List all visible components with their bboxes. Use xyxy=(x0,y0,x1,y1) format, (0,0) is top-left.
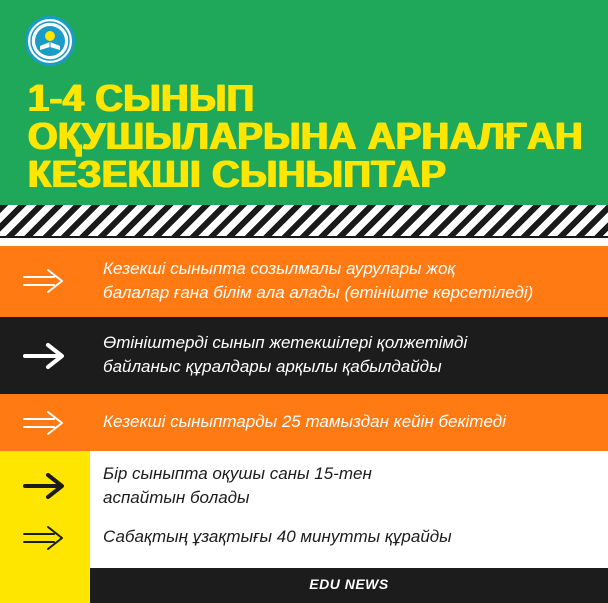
item-text: аспайтын болады xyxy=(103,488,250,507)
list-item xyxy=(0,451,608,521)
list-item xyxy=(0,246,608,317)
hazard-stripe-divider xyxy=(0,205,608,238)
footer-bar xyxy=(90,568,608,603)
arrow-right-icon xyxy=(22,410,66,436)
item-text: Кезекші сыныптарды 25 тамыздан кейін бекітеді xyxy=(103,412,506,431)
item-text: Сабақтың ұзақтығы 40 минутты құрайды xyxy=(103,527,452,546)
header-banner xyxy=(0,0,608,205)
item-text: Кезекші сыныпта созылмалы аурулары жоқ xyxy=(103,259,456,278)
arrow-right-icon xyxy=(22,473,66,499)
title-line-3: КЕЗЕКШІ СЫНЫПТАР xyxy=(28,154,447,196)
title-line-1: 1-4 СЫНЫП xyxy=(28,78,255,120)
item-text: балалар ғана білім ала алады (өтініште көрсетіледі) xyxy=(103,283,534,302)
item-text: Бір сыныпта оқушы саны 15-тен xyxy=(103,464,372,483)
arrow-right-icon xyxy=(22,268,66,294)
arrow-right-icon xyxy=(22,525,66,551)
title-line-2: ОҚУШЫЛАРЫНА АРНАЛҒАН xyxy=(28,116,584,158)
list-item xyxy=(0,521,608,563)
ministry-emblem-icon xyxy=(25,16,75,66)
item-text: байланыс құралдары арқылы қабылдайды xyxy=(103,357,442,376)
page-title xyxy=(28,80,588,194)
list-item xyxy=(0,317,608,394)
item-text: Өтініштерді сынып жетекшілері қолжетімді xyxy=(103,333,468,352)
arrow-right-icon xyxy=(22,343,66,369)
list-item xyxy=(0,394,608,451)
footer-brand-label: EDU NEWS xyxy=(309,576,389,592)
